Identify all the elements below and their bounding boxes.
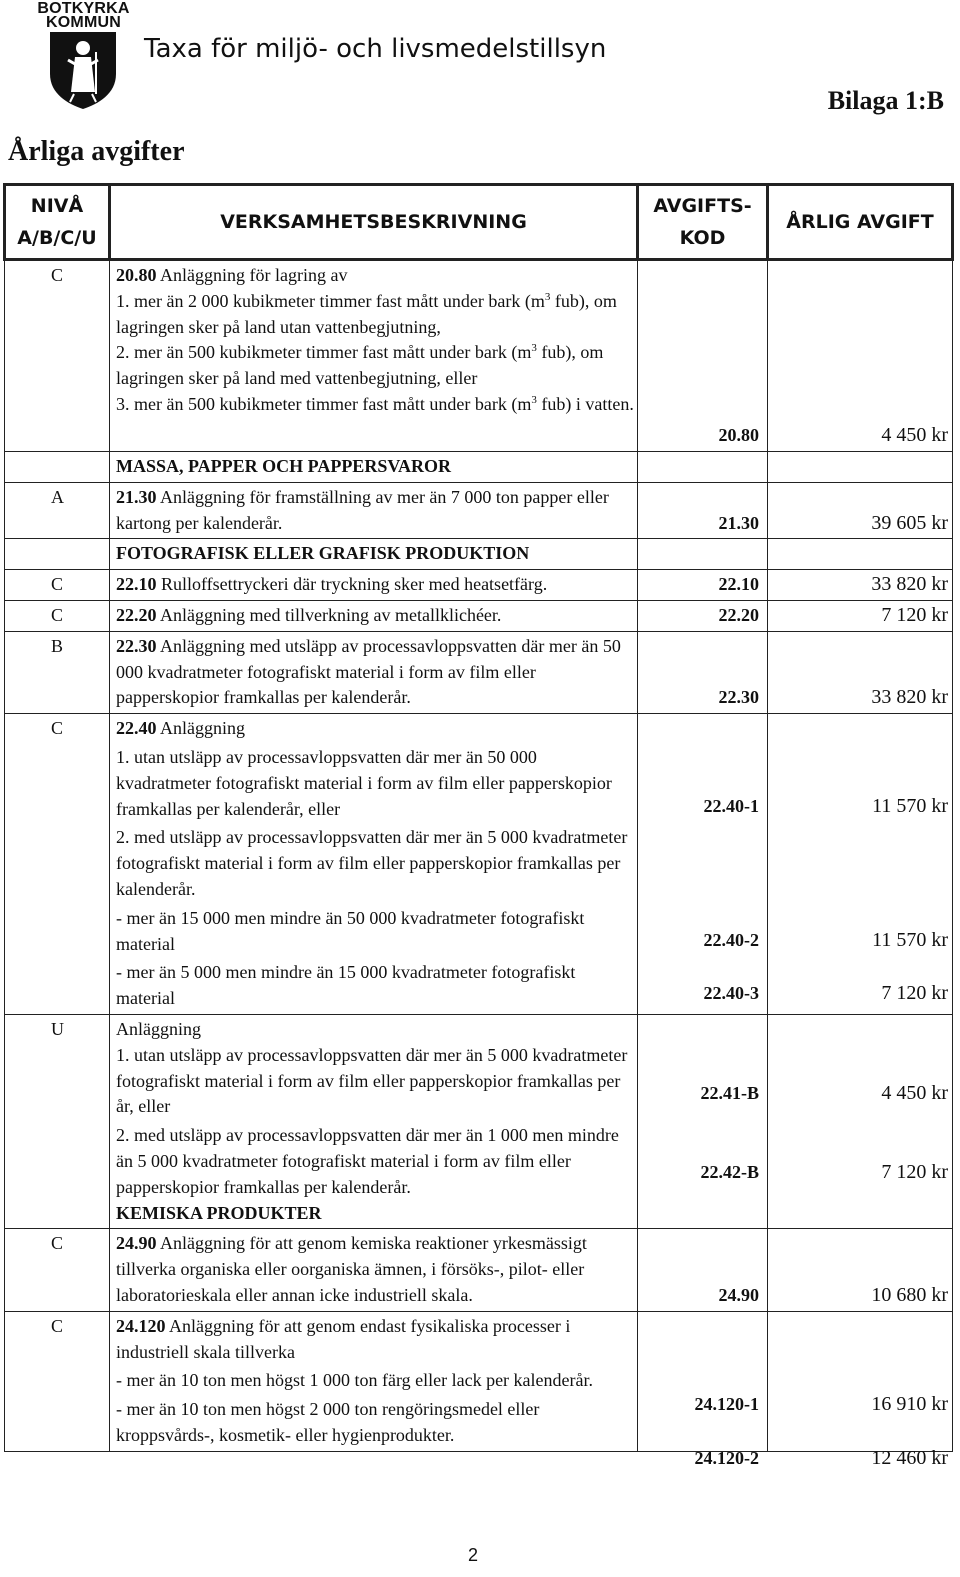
code-cell [638,452,768,483]
description-cell [110,570,638,601]
fee-cell: 10 680 kr [768,1229,953,1311]
category-heading: MASSA, PAPPER OCH PAPPERSVAROR [110,452,638,483]
description-cell [110,1229,638,1311]
code-cell: 22.10 [638,570,768,601]
fee-cell: 33 820 kr [768,631,953,713]
description-cell [110,1311,638,1451]
activity-text: Anläggning för framställning av mer än 7 000 ton papper eller kartong per kalenderår. [116,486,609,533]
activity-text: Anläggning med tillverkning av metallklichéer. [156,604,502,625]
document-title: Taxa för miljö- och livsmedelstillsyn [144,34,607,64]
fee-cell: 7 120 kr [768,600,953,631]
level-cell: C [5,570,110,601]
logo-text [36,2,131,30]
header-description: VERKSAMHETSBESKRIVNING [110,185,638,260]
superscript: 3 [531,393,537,406]
clause-2b: fub), om lagringen sker på land med vattenbegjutning, eller [116,342,604,389]
fee-1: 16 910 kr [871,1392,948,1415]
code-1: 22.41-B [700,1082,759,1103]
table-row [5,714,953,1015]
table-row [5,631,953,713]
level-cell [5,452,110,483]
category-row [5,452,953,483]
logo-line-2: KOMMUN [46,14,121,31]
header-code-line-2: KOD [679,227,726,249]
code-cell [638,539,768,570]
clause-1b: fub), om lagringen sker på land utan vattenbegjutning, [116,290,617,337]
activity-text: Anläggning för att genom kemiska reaktioner yrkesmässigt tillverka organiska eller oorganiska ämnen, i försöks-, pilot- eller laboratorieskala eller annan icke industriell skala. [116,1233,587,1305]
fee-cell: 39 605 kr [768,482,953,539]
page-header [0,0,960,180]
code-3: 22.40-3 [703,983,759,1004]
clause-1: 1. utan utsläpp av processavloppsvatten där mer än 50 000 kvadratmeter fotografiskt material i form av film eller papperskopior framkallas per kalenderår, eller [116,746,612,819]
table-row [5,600,953,631]
table-row [5,260,953,452]
activity-number: 20.80 [116,265,157,285]
description-cell [110,482,638,539]
table-row [5,1311,953,1451]
fee-cell [768,539,953,570]
municipality-logo [36,2,131,112]
table-row [5,482,953,539]
clause-2: 2. med utsläpp av processavloppsvatten där mer än 5 000 kvadratmeter fotografiskt material i form av film eller papperskopior framkallas per kalenderår. [116,827,628,899]
code-1: 24.120-1 [694,1393,759,1414]
level-cell: U [5,1014,110,1228]
clause-2a: 2. mer än 500 kubikmeter timmer fast mått under bark (m [116,342,532,363]
coat-of-arms-icon [48,30,118,110]
description-cell [110,714,638,1015]
level-cell: C [5,1311,110,1451]
clause-1: 1. utan utsläpp av processavloppsvatten där mer än 5 000 kvadratmeter fotografiskt material i form av film eller papperskopior framkallas per år, eller [116,1044,628,1117]
activity-number: 22.40 [116,718,157,739]
code-cell: 22.20 [638,600,768,631]
fee-1: 4 450 kr [881,1081,948,1104]
header-level [5,185,110,260]
fee-2: 7 120 kr [881,1160,948,1183]
fee-cell [768,1014,953,1228]
activity-number: 22.10 [116,574,157,595]
code-2: 24.120-2 [694,1447,759,1468]
code-cell: 20.80 [638,260,768,452]
code-cell: 21.30 [638,482,768,539]
clause-2: - mer än 10 ton men högst 2 000 ton rengöringsmedel eller kroppsvårds-, kosmetik- eller hygienprodukter. [116,1399,540,1445]
superscript: 3 [544,290,551,303]
header-code-line-1: AVGIFTS- [653,195,752,217]
clause-1a: 1. mer än 2 000 kubikmeter timmer fast mått under bark (m [116,290,545,311]
activity-number: 24.90 [116,1233,157,1254]
fee-2: 12 460 kr [871,1446,948,1469]
level-cell: A [5,482,110,539]
level-cell: C [5,260,110,452]
section-title: Årliga avgifter [8,136,185,167]
clause-4: - mer än 5 000 men mindre än 15 000 kvadratmeter fotografiskt material [116,962,576,1009]
clause-1: - mer än 10 ton men högst 1 000 ton färg eller lack per kalenderår. [116,1370,594,1391]
activity-number: 24.120 [116,1315,166,1336]
activity-number: 22.20 [116,604,157,625]
category-heading: KEMISKA PRODUKTER [116,1202,322,1223]
activity-title: Anläggning [116,1018,201,1039]
fee-cell: 4 450 kr [768,260,953,452]
activity-title: Anläggning [156,718,245,739]
description-cell [110,631,638,713]
fee-3: 7 120 kr [881,982,948,1005]
activity-text: Anläggning med utsläpp av processavloppsvatten där mer än 50 000 kvadratmeter fotografiskt material i form av film eller papperskopior framkallas per kalenderår. [116,635,621,708]
level-cell: B [5,631,110,713]
fee-cell [768,452,953,483]
fee-cell: 33 820 kr [768,570,953,601]
code-cell [638,1311,768,1468]
table-row [5,1229,953,1311]
page-number: 2 [468,1545,479,1565]
table-row [5,1014,953,1228]
description-cell [110,260,638,452]
code-2: 22.40-2 [703,930,759,951]
description-cell [110,600,638,631]
category-row [5,539,953,570]
header-level-line-2: A/B/C/U [17,227,97,249]
clause-3: - mer än 15 000 men mindre än 50 000 kvadratmeter fotografiskt material [116,907,585,954]
code-cell [638,714,768,1015]
logo-line-1: BOTKYRKA [37,0,130,17]
fee-2: 11 570 kr [872,929,948,952]
code-1: 22.40-1 [703,796,759,817]
code-cell: 22.30 [638,631,768,713]
description-cell [110,1014,638,1228]
appendix-label: Bilaga 1:B [827,86,944,115]
clause-2: 2. med utsläpp av processavloppsvatten där mer än 1 000 men mindre än 5 000 kvadratmeter fotografiskt material i form av film eller papperskopior framkallas per kalenderår. [116,1125,619,1197]
activity-title: Anläggning för lagring av [156,265,348,285]
header-code [638,185,768,260]
code-cell [638,1014,768,1228]
fee-cell [768,714,953,1015]
clause-3a: 3. mer än 500 kubikmeter timmer fast mått under bark (m [116,393,532,414]
level-cell: C [5,714,110,1015]
activity-number: 21.30 [116,486,157,507]
superscript: 3 [531,342,537,355]
category-heading: FOTOGRAFISK ELLER GRAFISK PRODUKTION [110,539,638,570]
clause-3b: fub) i vatten. [536,393,634,414]
header-level-line-1: NIVÅ [30,195,84,217]
fee-table [3,183,954,1469]
table-row [5,570,953,601]
header-fee: ÅRLIG AVGIFT [768,185,953,260]
activity-title: Anläggning för att genom endast fysikaliska processer i industriell skala tillverka [116,1315,571,1362]
code-2: 22.42-B [700,1161,759,1182]
activity-number: 22.30 [116,635,157,656]
code-cell: 24.90 [638,1229,768,1311]
activity-text: Rulloffsettryckeri där tryckning sker med heatsetfärg. [156,574,548,595]
fee-cell [768,1311,953,1469]
level-cell [5,539,110,570]
level-cell: C [5,600,110,631]
table-header-row [5,185,953,260]
fee-1: 11 570 kr [872,795,948,818]
level-cell: C [5,1229,110,1311]
